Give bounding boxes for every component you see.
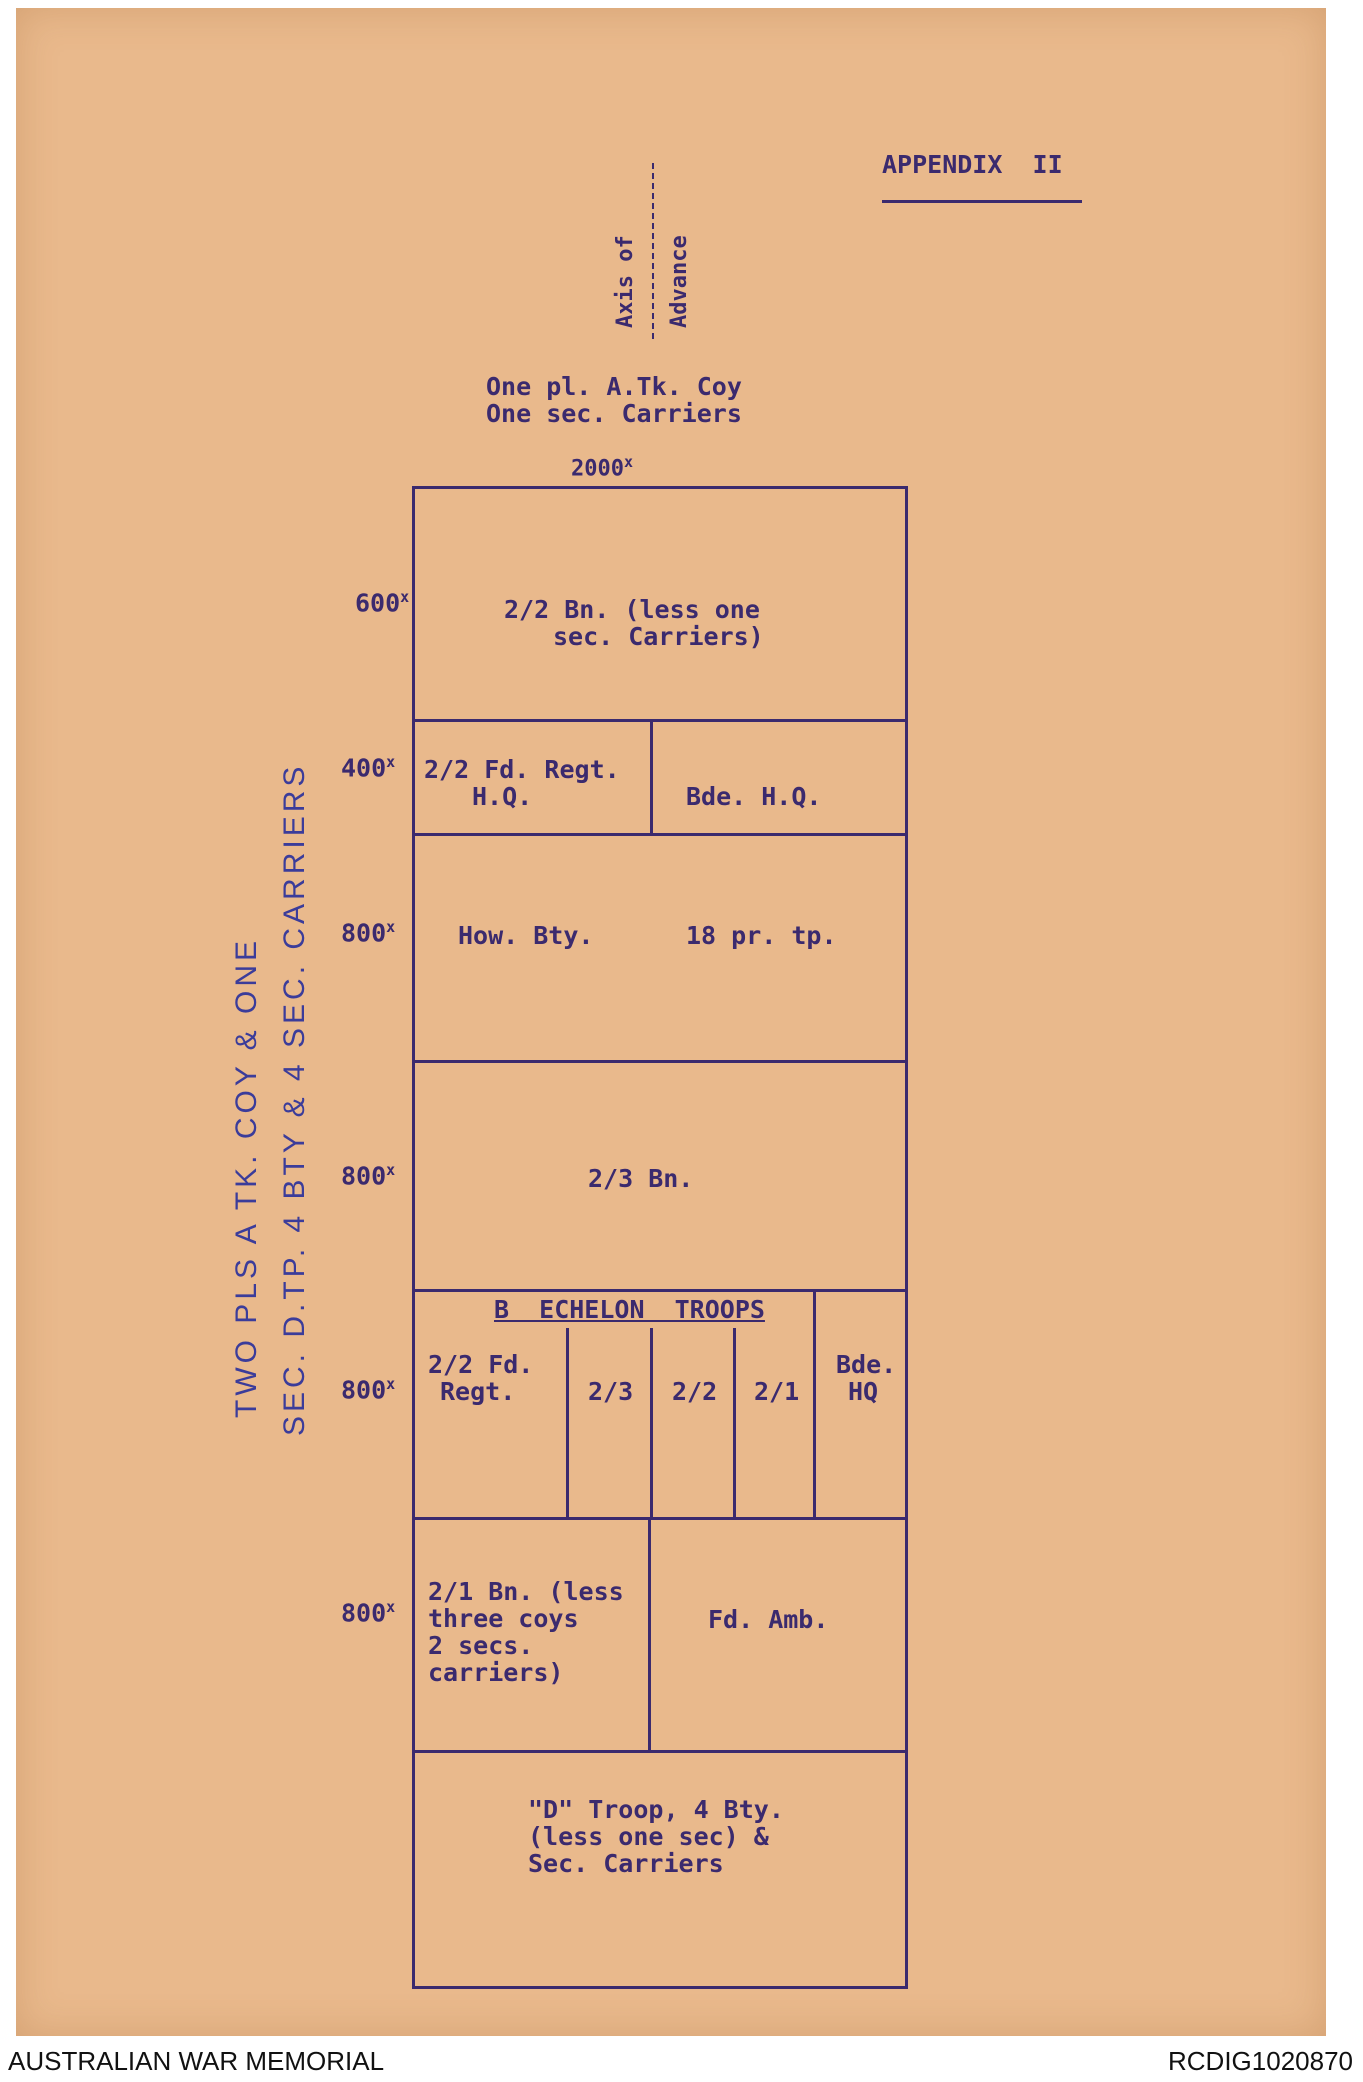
divider: [648, 1517, 651, 1750]
b-echelon-title: B ECHELON TROOPS: [494, 1295, 765, 1324]
axis-label-line2: Advance: [667, 235, 692, 328]
distance-mark: x: [386, 753, 396, 771]
block-d-troop-line1: "D" Troop, 4 Bty.: [528, 1795, 784, 1824]
distance-value: 800: [341, 1375, 387, 1405]
distance-label-2: [341, 753, 395, 782]
distance-mark: x: [386, 1161, 396, 1179]
distance-value: 600: [355, 588, 401, 618]
distance-label-4: [341, 1161, 395, 1190]
document-page: [16, 8, 1326, 2036]
b-echelon-bde-line2: HQ: [848, 1377, 879, 1406]
distance-value: 400: [341, 753, 387, 783]
top-distance: [571, 453, 633, 481]
block-bde-hq: Bde. H.Q.: [686, 782, 822, 811]
divider: [412, 719, 908, 722]
side-stamp-line2: SEC. D.TP. 4 BTY & 4 SEC. CARRIERS: [278, 762, 311, 1436]
block-fd-regt-hq-line2: H.Q.: [472, 782, 533, 811]
top-distance-value: 2000: [571, 456, 624, 482]
side-stamp-line1: TWO PLS A TK. COY & ONE: [230, 936, 263, 1418]
block-d-troop-line3: Sec. Carriers: [528, 1849, 724, 1878]
b-echelon-2-2: 2/2: [672, 1377, 718, 1406]
top-note-line1: One pl. A.Tk. Coy: [486, 372, 742, 401]
b-echelon-fd-regt-line2: Regt.: [440, 1377, 516, 1406]
distance-value: 800: [341, 1598, 387, 1628]
divider: [412, 1060, 908, 1063]
b-echelon-fd-regt-line1: 2/2 Fd.: [428, 1350, 534, 1379]
distance-value: 800: [341, 1161, 387, 1191]
block-2-3-bn: 2/3 Bn.: [588, 1164, 694, 1193]
b-echelon-2-1: 2/1: [754, 1377, 800, 1406]
block-2-1-bn-line4: carriers): [428, 1658, 564, 1687]
top-note-line2: One sec. Carriers: [486, 399, 742, 428]
b-echelon-2-3: 2/3: [588, 1377, 634, 1406]
block-2-2-bn-line2: sec. Carriers): [553, 622, 764, 651]
top-distance-mark: x: [623, 453, 634, 471]
divider: [412, 833, 908, 836]
axis-label-line1: Axis of: [613, 235, 638, 328]
distance-mark: x: [400, 588, 410, 606]
appendix-underline: [882, 200, 1082, 203]
distance-label-5: [341, 1375, 395, 1404]
block-2-1-bn-line3: 2 secs.: [428, 1631, 534, 1660]
distance-label-3: [341, 918, 395, 947]
divider: [412, 1517, 908, 1520]
divider: [566, 1328, 569, 1518]
distance-mark: x: [386, 1375, 396, 1393]
block-how-bty: How. Bty.: [458, 921, 594, 950]
block-2-1-bn-line2: three coys: [428, 1604, 579, 1633]
distance-label-1: [355, 588, 409, 617]
formation-column: [412, 486, 908, 1989]
block-d-troop-line2: (less one sec) &: [528, 1822, 769, 1851]
axis-of-advance-line: [652, 163, 654, 343]
divider: [650, 1328, 653, 1518]
divider: [813, 1289, 816, 1518]
distance-label-6: [341, 1598, 395, 1627]
block-2-2-bn-line1: 2/2 Bn. (less one: [504, 595, 760, 624]
archive-footer: [0, 2040, 1363, 2082]
block-fd-regt-hq-line1: 2/2 Fd. Regt.: [424, 755, 620, 784]
divider: [650, 719, 653, 834]
divider: [412, 1750, 908, 1753]
divider: [733, 1328, 736, 1518]
block-fd-amb: Fd. Amb.: [708, 1605, 829, 1634]
block-2-1-bn-line1: 2/1 Bn. (less: [428, 1577, 624, 1606]
footer-source: AUSTRALIAN WAR MEMORIAL: [8, 2046, 385, 2076]
block-18-pr-tp: 18 pr. tp.: [686, 921, 837, 950]
footer-record-id: RCDIG1020870: [1168, 2046, 1353, 2076]
divider: [412, 1289, 908, 1292]
distance-value: 800: [341, 918, 387, 948]
distance-mark: x: [386, 918, 396, 936]
appendix-title: APPENDIX II: [882, 150, 1063, 179]
distance-mark: x: [386, 1598, 396, 1616]
b-echelon-bde-line1: Bde.: [836, 1350, 897, 1379]
